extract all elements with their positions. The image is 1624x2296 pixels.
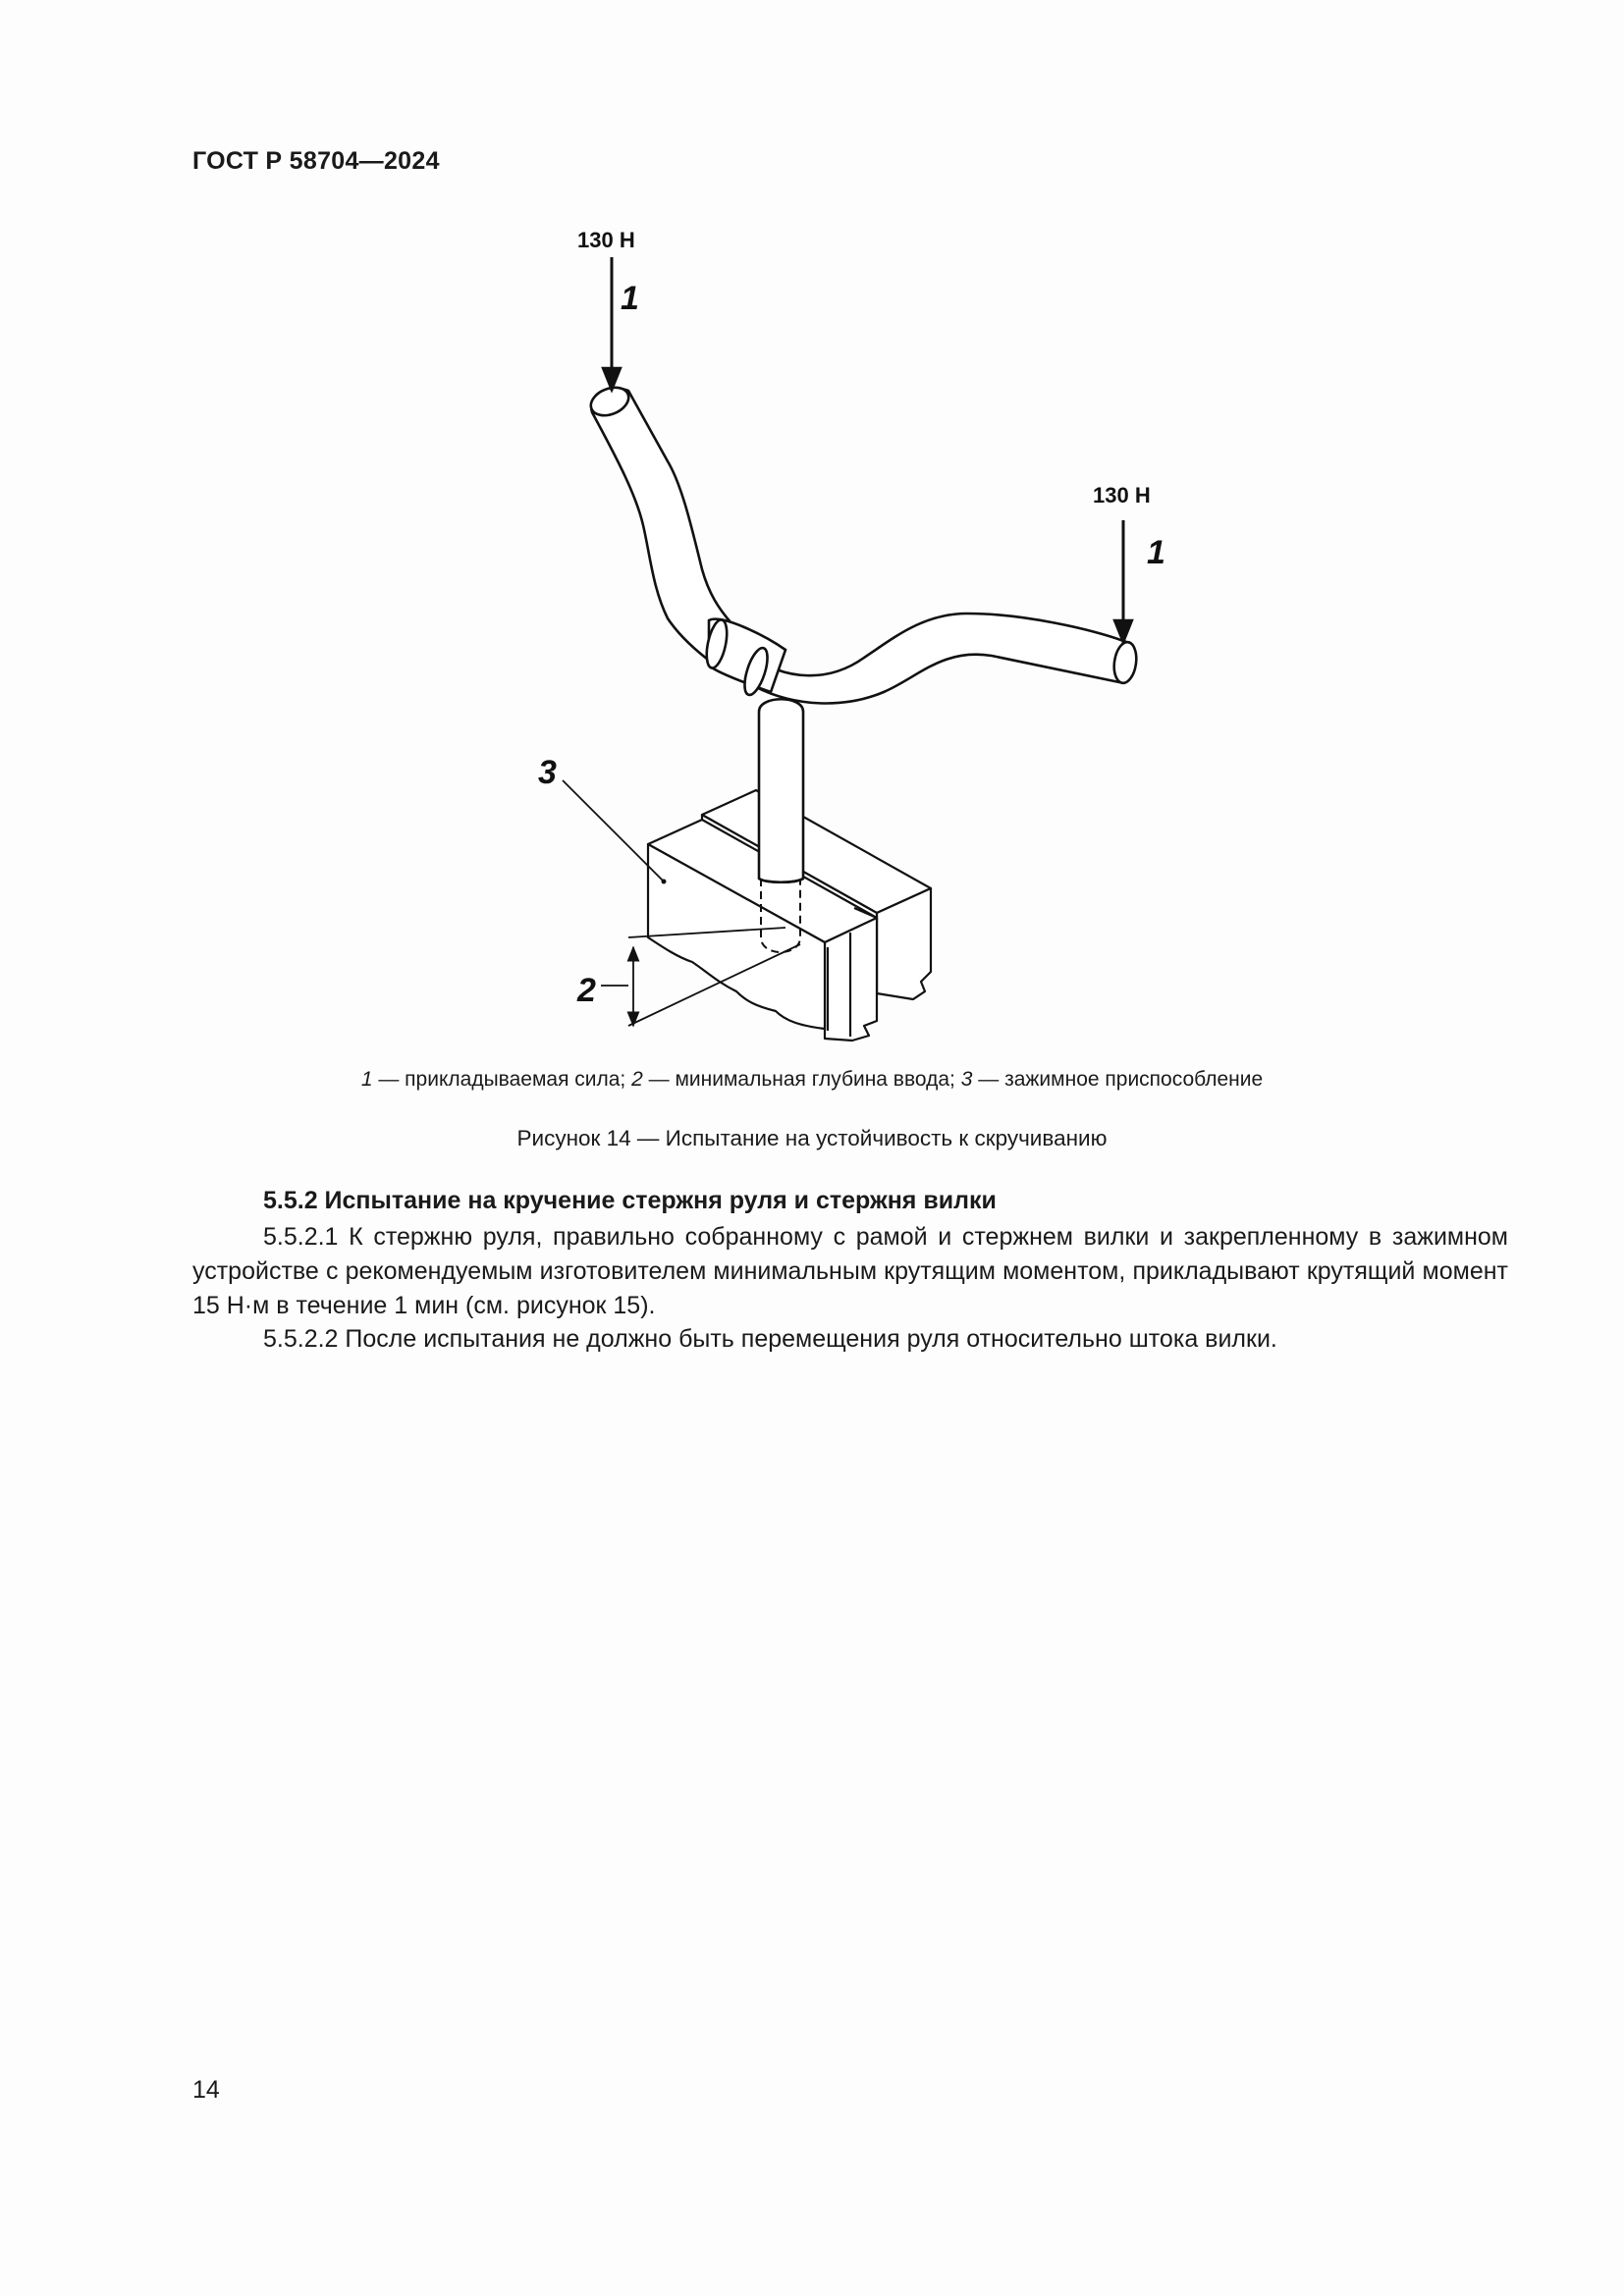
paragraph-5-5-2-2: 5.5.2.2 После испытания не должно быть перемещения руля относительно штока вилки.: [263, 1325, 1277, 1353]
paragraph-5-5-2-1: 5.5.2.1 К стержню руля, правильно собранному с рамой и стержнем вилки и закрепленному в зажимном устройстве с рекомендуемым изготовителем минимальным крутящим моментом, прикладывают крутящий момент 15 Н·м в течение 1 мин (см. рисунок 15).: [192, 1223, 1508, 1319]
handlebar-right-arm: [746, 614, 1139, 703]
legend-text-1: — прикладываемая сила;: [372, 1068, 632, 1091]
legend-num-2: 2: [631, 1068, 643, 1091]
callout-1-left: 1: [621, 280, 639, 317]
legend-text-2: — минимальная глубина ввода;: [642, 1068, 961, 1091]
figure-legend: [0, 1068, 1624, 1092]
force-label-left: 130 Н: [577, 228, 635, 252]
handlebar-torsion-figure: [0, 0, 1624, 1080]
force-label-right: 130 Н: [1093, 483, 1151, 507]
legend-num-1: 1: [360, 1068, 373, 1091]
legend-num-3: 3: [960, 1068, 973, 1091]
page-number: 14: [192, 2076, 220, 2104]
handlebar-stem: [759, 699, 803, 882]
figure-caption: Рисунок 14 — Испытание на устойчивость к скручиванию: [516, 1126, 1108, 1150]
document-code: ГОСТ Р 58704—2024: [192, 147, 440, 175]
callout-3: 3: [538, 754, 557, 791]
callout-1-right: 1: [1147, 534, 1165, 571]
callout-3-leader: [563, 780, 664, 881]
section-heading: 5.5.2 Испытание на кручение стержня руля и стержня вилки: [263, 1187, 997, 1214]
legend-text-3: — зажимное приспособление: [972, 1068, 1264, 1091]
handlebar-clamp-collar: [703, 618, 785, 698]
callout-2: 2: [577, 972, 596, 1009]
